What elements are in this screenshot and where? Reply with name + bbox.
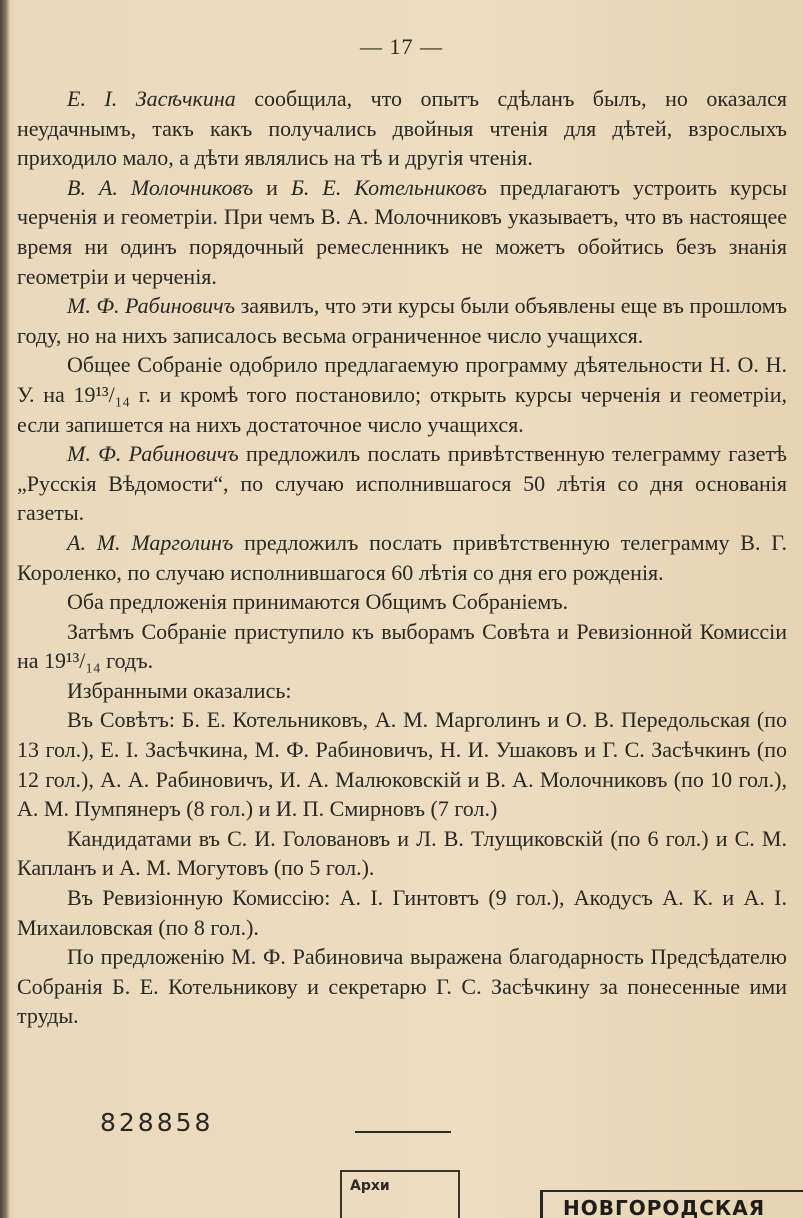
- paragraph: Общее Собраніе одобрило предлагаемую программу дѣятельности Н. О. Н. У. на 19¹³/₁₄ г. и кромѣ того постановило; открыть курсы черченія и геометріи, если запишется на нихъ достаточное число учащихся.: [17, 352, 787, 437]
- paragraph: Затѣмъ Собраніе приступило къ выборамъ Совѣта и Ревизіонной Комиссіи на 19¹³/₁₄ годъ.: [17, 618, 787, 674]
- paragraph-text: предлагаютъ устроить курсы черченія и геометріи. При чемъ В. А. Молочниковъ указываетъ, что въ настоящее время ни одинъ порядочный ремесленникъ не можетъ обойтись безъ знанія геометріи и черченія.: [17, 174, 787, 289]
- archive-stamp: Архи: [340, 1170, 460, 1218]
- paragraph: Избранными оказались:: [67, 677, 292, 703]
- book-binding-edge: [0, 0, 10, 1218]
- paragraph: [17, 291, 787, 350]
- paragraph-text: предложилъ послать привѣтственную телеграмму газетѣ „Русскія Вѣдомости“, по случаю исполнившагося 50 лѣтія со дня основанія газеты.: [17, 441, 788, 526]
- person-name: А. М. Марголинъ: [67, 529, 234, 555]
- paragraph: Въ Совѣтъ: Б. Е. Котельниковъ, А. М. Марголинъ и О. В. Передольская (по 13 гол.), Е. І. Засѣчкина, М. Ф. Рабиновичъ, Н. И. Ушаковъ и Г. С. Засѣчкинъ (по 12 гол.), А. А. Рабиновичъ, И. А. Малюковскій и В. А. Молочниковъ (по 10 гол.), А. М. Пумпянеръ (8 гол.) и И. П. Смирновъ (7 гол.): [17, 707, 787, 822]
- paragraph: [17, 84, 787, 173]
- library-stamp: НОВГОРОДСКАЯ: [540, 1190, 803, 1218]
- paragraph: По предложенію М. Ф. Рабиновича выражена благодарность Предсѣдателю Собранія Б. Е. Котельникову и секретарю Г. С. Засѣчкину за понесенные ими труды.: [17, 944, 787, 1029]
- paragraph-text: предложилъ послать привѣтственную телеграмму В. Г. Короленко, по случаю исполнившагося 60 лѣтія со дня его рожденія.: [17, 529, 787, 585]
- person-name: В. А. Молочниковъ: [67, 174, 254, 200]
- document-body: [17, 84, 787, 1031]
- person-name: М. Ф. Рабиновичъ: [67, 293, 236, 319]
- paragraph: [17, 528, 787, 587]
- person-name: М. Ф. Рабиновичъ: [67, 441, 239, 467]
- paragraph-text: сообщила, что опытъ сдѣланъ былъ, но оказался неудачнымъ, такъ какъ получались двойныя чтенія для дѣтей, взрослыхъ приходило мало, а дѣти являлись на тѣ и другія чтенія.: [17, 86, 787, 171]
- horizontal-rule: [355, 1131, 451, 1133]
- paragraph-text: заявилъ, что эти курсы были объявлены еще въ прошломъ году, но на нихъ записалось весьма ограниченное число учащихся.: [17, 293, 787, 348]
- paragraph-text: и: [253, 174, 291, 200]
- paragraph: [17, 173, 787, 291]
- person-name: Е. І. Засѣчкина: [67, 86, 236, 111]
- paragraph: [17, 439, 787, 528]
- paragraph: Въ Ревизіонную Комиссію: А. І. Гинтовтъ (9 гол.), Акодусъ А. К. и А. І. Михаиловская (по 8 гол.).: [17, 885, 787, 940]
- person-name: Б. Е. Котельниковъ: [290, 174, 487, 200]
- paragraph: Оба предложенія принимаются Общимъ Собраніемъ.: [67, 589, 569, 615]
- catalog-number: 828858: [100, 1108, 214, 1137]
- page-number: — 17 —: [360, 34, 443, 59]
- paragraph: Кандидатами въ С. И. Головановъ и Л. В. Тлущиковскій (по 6 гол.) и С. М. Капланъ и А. М. Могутовъ (по 5 гол.).: [17, 825, 787, 881]
